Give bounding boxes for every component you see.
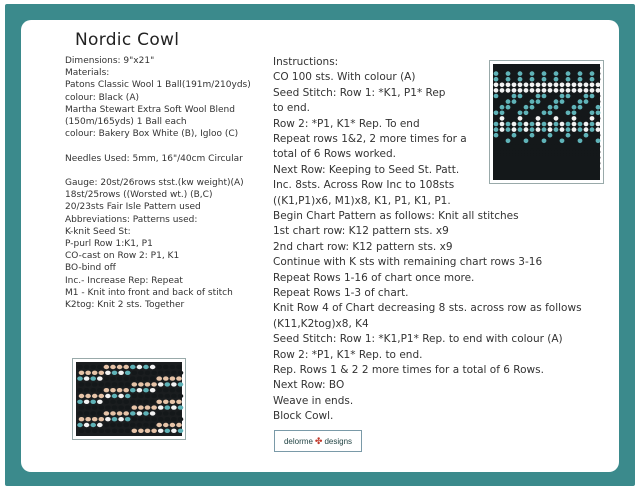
- materials-line-5: Martha Stewart Extra Soft Wool Blend: [65, 104, 235, 115]
- materials-line-20: M1 - Knit into front and back of stitch: [65, 287, 233, 298]
- materials-line-16: P-purl Row 1:K1, P1: [65, 239, 153, 249]
- materials-line-9: Needles Used: 5mm, 16"/40cm Circular: [65, 153, 243, 164]
- materials-line-11: Gauge: 20st/26rows stst.(kw weight)(A): [65, 178, 244, 188]
- instruction-line-14: Continue with K sts with remaining chart rows 3-16: [273, 256, 543, 269]
- instruction-line-1: Instructions:: [273, 56, 339, 68]
- instruction-line-11: Begin Chart Pattern as follows: Knit all stitches: [273, 210, 519, 222]
- instruction-line-4: to end.: [273, 102, 310, 115]
- instruction-line-18: (K11,K2tog)x8, K4: [273, 317, 369, 330]
- materials-line-18: BO-bind off: [65, 263, 116, 274]
- instruction-line-20: Row 2: *P1, K1* Rep. to end.: [273, 348, 423, 361]
- instruction-line-10: ((K1,P1)x6, M1)x8, K1, P1, K1, P1.: [273, 194, 451, 207]
- instruction-line-3: Seed Stitch: Row 1: *K1, P1* Rep: [273, 86, 446, 99]
- instruction-line-12: 1st chart row: K12 pattern sts. x9: [273, 225, 449, 238]
- fleur-icon: ✤: [314, 435, 323, 446]
- instruction-line-15: Repeat Rows 1-16 of chart once more.: [273, 271, 475, 284]
- instruction-line-24: Block Cowl.: [273, 410, 334, 423]
- delorme-designs-logo: [274, 430, 362, 452]
- instruction-line-17: Knit Row 4 of Chart decreasing 8 sts. across row as follows: [273, 302, 582, 315]
- instruction-line-13: 2nd chart row: K12 pattern sts. x9: [273, 240, 453, 253]
- materials-line-17: CO-cast on Row 2: P1, K1: [65, 251, 180, 262]
- instruction-line-7: total of 6 Rows worked.: [273, 148, 396, 161]
- materials-line-3: Patons Classic Wool 1 Ball(191m/210yds): [65, 80, 251, 91]
- materials-line-15: K-knit Seed St:: [65, 226, 131, 237]
- instruction-line-5: Row 2: *P1, K1* Rep. To end: [273, 117, 420, 130]
- materials-line-2: Materials:: [65, 68, 110, 79]
- instruction-line-9: Inc. 8sts. Across Row Inc to 108sts: [273, 179, 455, 192]
- materials-line-4: colour: Black (A): [65, 92, 139, 103]
- instruction-line-8: Next Row: Keeping to Seed St. Patt.: [273, 163, 460, 176]
- materials-line-13: 20/23sts Fair Isle Pattern used: [65, 202, 201, 213]
- materials-line-14: Abbreviations: Patterns used:: [65, 214, 198, 225]
- page-title: Nordic Cowl: [75, 30, 180, 50]
- logo-left-text: delorme: [283, 436, 313, 446]
- materials-line-21: K2tog: Knit 2 sts. Together: [65, 300, 185, 310]
- materials-line-19: Inc.- Increase Rep: Repeat: [65, 275, 183, 286]
- instruction-line-6: Repeat rows 1&2, 2 more times for a: [273, 133, 467, 145]
- materials-line-12: 18st/25rows ((Worsted wt.) (B,C): [65, 190, 213, 201]
- materials-line-7: colour: Bakery Box White (B), Igloo (C): [65, 129, 239, 140]
- cowl-folded-image: [73, 359, 185, 439]
- instruction-line-22: Next Row: BO: [273, 379, 345, 392]
- instruction-line-23: Weave in ends.: [273, 394, 354, 407]
- materials-line-6: (150m/165yds) 1 Ball each: [65, 117, 187, 127]
- instruction-line-2: CO 100 sts. With colour (A): [273, 71, 416, 84]
- cowl-folded-photo: [72, 358, 186, 440]
- cowl-closeup-image: [490, 61, 603, 183]
- cowl-closeup-photo: [489, 60, 604, 184]
- logo-right-text: designs: [324, 436, 353, 446]
- instruction-line-21: Rep. Rows 1 & 2 2 more times for a total of 6 Rows.: [273, 364, 544, 376]
- instruction-line-19: Seed Stitch: Row 1: *K1,P1* Rep. to end with colour (A): [273, 333, 563, 346]
- instruction-line-16: Repeat Rows 1-3 of chart.: [273, 287, 409, 299]
- materials-line-1: Dimensions: 9"x21": [65, 56, 155, 66]
